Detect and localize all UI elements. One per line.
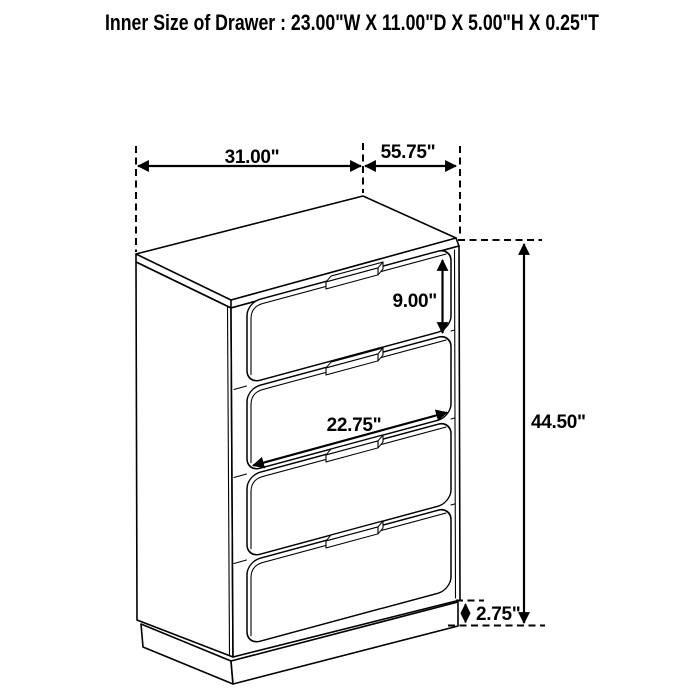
dim-top-depth bbox=[365, 142, 456, 166]
dim-base-height bbox=[466, 604, 521, 625]
dim-label-base-height: 2.75" bbox=[476, 604, 521, 625]
chest-drawing bbox=[136, 196, 460, 684]
chest-left-side bbox=[136, 262, 233, 657]
dim-label-top-width: 31.00" bbox=[224, 147, 280, 168]
dim-top-width bbox=[138, 147, 361, 168]
dim-overall-height bbox=[524, 244, 586, 623]
dim-label-drawer-width: 22.75" bbox=[326, 415, 382, 436]
dim-label-top-depth: 55.75" bbox=[380, 142, 436, 163]
dim-label-overall-height: 44.50" bbox=[531, 412, 586, 433]
dim-label-drawer-height: 9.00" bbox=[392, 291, 437, 312]
diagram-title: Inner Size of Drawer : 23.00"W X 11.00"D X 5.00"H X 0.25"T bbox=[105, 10, 600, 35]
